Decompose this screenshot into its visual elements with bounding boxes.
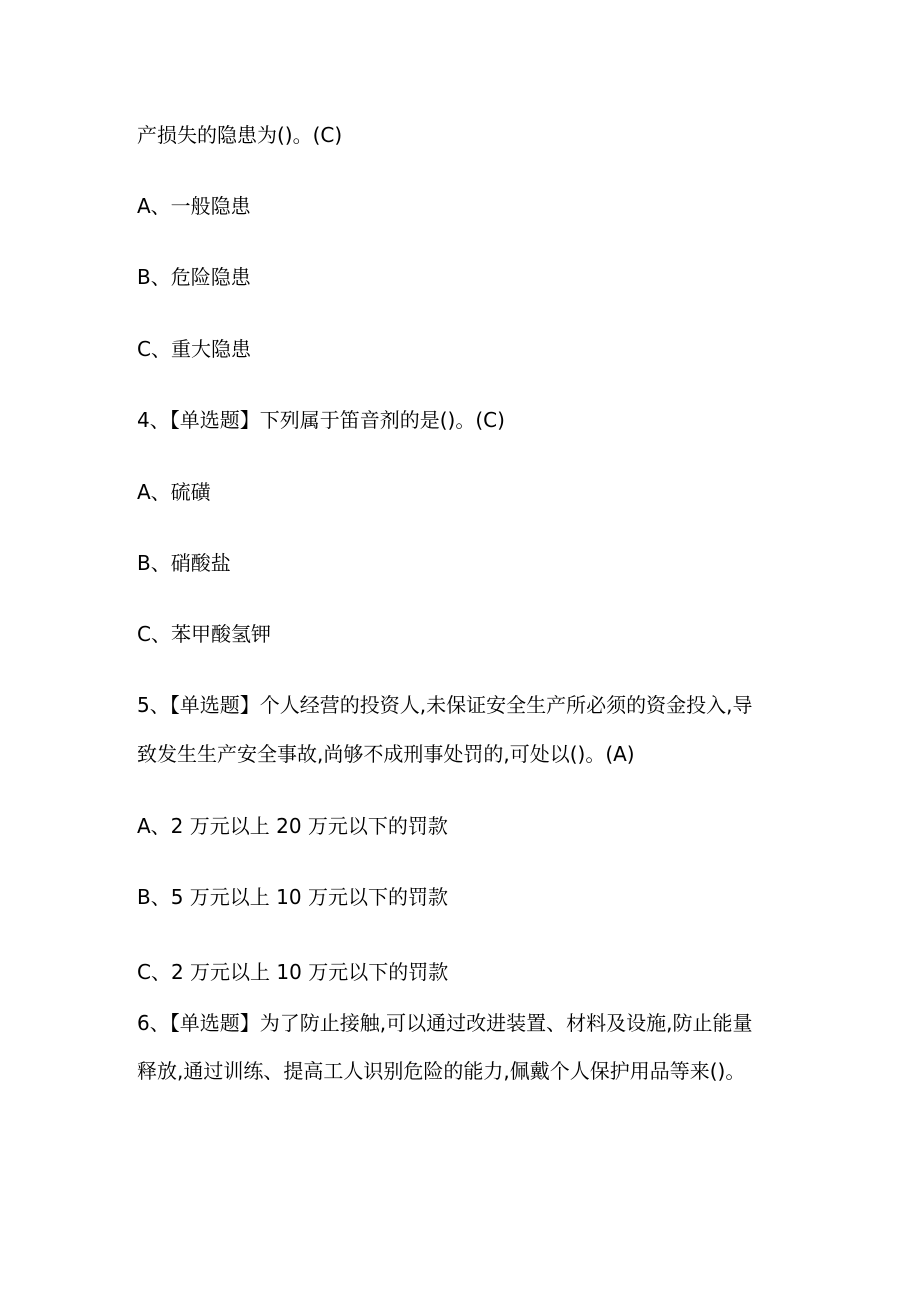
question-4-text: 4、【单选题】下列属于笛音剂的是()。(C)	[137, 408, 505, 432]
question-5-text-line-1: 5、【单选题】个人经营的投资人,未保证安全生产所必须的资金投入,导	[137, 693, 753, 717]
question-4-option-c: C、苯甲酸氢钾	[137, 622, 271, 646]
question-3-option-c: C、重大隐患	[137, 337, 251, 361]
question-3-option-b: B、危险隐患	[137, 265, 251, 289]
question-5-option-c: C、2 万元以上 10 万元以下的罚款	[137, 960, 449, 984]
question-6-text-line-1: 6、【单选题】为了防止接触,可以通过改进装置、材料及设施,防止能量	[137, 1011, 753, 1035]
question-3-text-continued: 产损失的隐患为()。(C)	[137, 123, 343, 147]
question-6-text-line-2: 释放,通过训练、提高工人识别危险的能力,佩戴个人保护用品等来()。	[137, 1059, 746, 1083]
question-4-option-a: A、硫磺	[137, 480, 211, 504]
question-3-option-a: A、一般隐患	[137, 194, 251, 218]
question-5-option-a: A、2 万元以上 20 万元以下的罚款	[137, 814, 448, 838]
question-5-text-line-2: 致发生生产安全事故,尚够不成刑事处罚的,可处以()。(A)	[137, 742, 635, 766]
question-5-option-b: B、5 万元以上 10 万元以下的罚款	[137, 885, 448, 909]
question-4-option-b: B、硝酸盐	[137, 551, 231, 575]
